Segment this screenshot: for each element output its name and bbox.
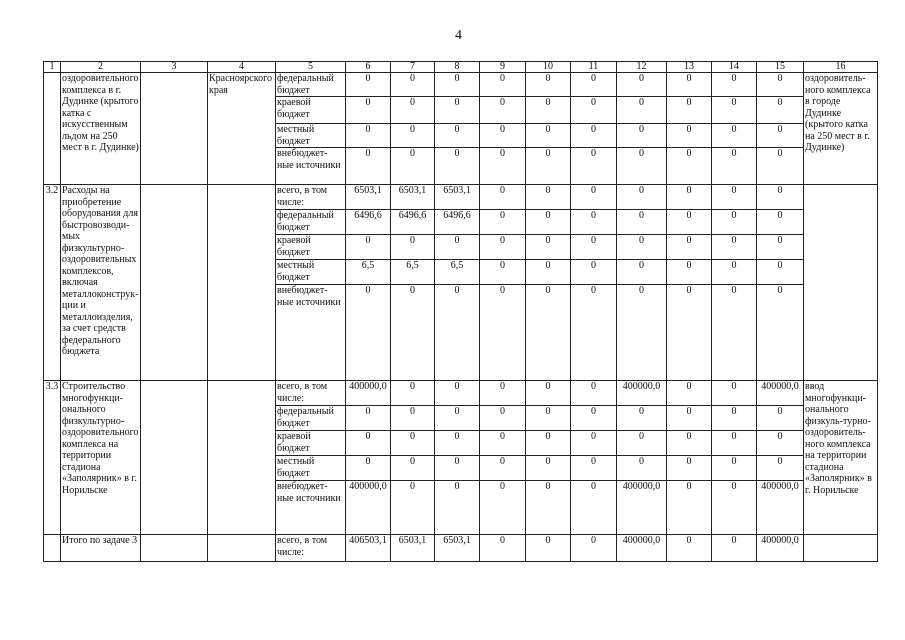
value-cell: 0: [391, 431, 435, 456]
value-cell: 6,5: [435, 260, 480, 285]
value-cell: 0: [667, 456, 712, 481]
value-cell: 0: [757, 97, 804, 124]
value-cell: 0: [435, 97, 480, 124]
header-cell: 12: [617, 62, 667, 73]
value-cell: 0: [712, 406, 757, 431]
table-row: [44, 185, 878, 210]
value-cell: 0: [712, 97, 757, 124]
value-cell: 0: [526, 97, 571, 124]
value-cell: 400000,0: [757, 381, 804, 406]
value-cell: 0: [757, 124, 804, 148]
value-cell: 0: [617, 185, 667, 210]
responsible-cell: [141, 73, 208, 185]
value-cell: 0: [526, 431, 571, 456]
value-cell: 0: [617, 456, 667, 481]
value-cell: 0: [571, 124, 617, 148]
value-cell: 6503,1: [391, 535, 435, 562]
value-cell: 0: [346, 124, 391, 148]
value-cell: 0: [571, 73, 617, 97]
header-cell: 15: [757, 62, 804, 73]
value-cell: 0: [571, 431, 617, 456]
value-cell: 0: [757, 185, 804, 210]
value-cell: 0: [712, 481, 757, 535]
value-cell: 0: [617, 235, 667, 260]
value-cell: 0: [480, 481, 526, 535]
value-cell: 0: [712, 124, 757, 148]
value-cell: 0: [346, 148, 391, 185]
value-cell: 0: [435, 148, 480, 185]
value-cell: 0: [617, 210, 667, 235]
value-cell: 6496,6: [346, 210, 391, 235]
header-cell: 7: [391, 62, 435, 73]
value-cell: 0: [712, 381, 757, 406]
value-cell: 400000,0: [346, 481, 391, 535]
value-cell: 400000,0: [617, 481, 667, 535]
value-cell: 0: [667, 535, 712, 562]
value-cell: 0: [712, 148, 757, 185]
value-cell: 0: [712, 260, 757, 285]
value-cell: 0: [391, 148, 435, 185]
header-cell: 11: [571, 62, 617, 73]
value-cell: 0: [480, 124, 526, 148]
value-cell: 0: [712, 285, 757, 381]
value-cell: 0: [346, 456, 391, 481]
page-number: 4: [455, 28, 462, 43]
value-cell: 0: [435, 235, 480, 260]
value-cell: 0: [571, 406, 617, 431]
value-cell: 0: [571, 260, 617, 285]
table-row: [44, 73, 878, 97]
budget-type-label: федеральный бюджет: [276, 210, 346, 235]
header-cell: 2: [61, 62, 141, 73]
funding-source-cell: [208, 381, 276, 535]
value-cell: 0: [667, 431, 712, 456]
funding-source-cell: [208, 185, 276, 381]
value-cell: 400000,0: [617, 381, 667, 406]
value-cell: 0: [571, 381, 617, 406]
budget-type-label: внебюджет-ные источники: [276, 481, 346, 535]
value-cell: 0: [667, 285, 712, 381]
header-cell: 6: [346, 62, 391, 73]
budget-type-label: всего, в том числе:: [276, 535, 346, 562]
value-cell: 0: [526, 185, 571, 210]
total-row: [44, 535, 878, 562]
value-cell: 0: [571, 481, 617, 535]
value-cell: 0: [391, 456, 435, 481]
value-cell: 0: [617, 148, 667, 185]
value-cell: 0: [391, 235, 435, 260]
value-cell: 0: [571, 148, 617, 185]
header-cell: 4: [208, 62, 276, 73]
value-cell: 0: [757, 73, 804, 97]
value-cell: 0: [667, 406, 712, 431]
value-cell: 0: [435, 431, 480, 456]
value-cell: 6503,1: [391, 185, 435, 210]
value-cell: 0: [617, 97, 667, 124]
measure-name: Расходы на приобретение оборудования для быстровозводи-мых физкультурно-оздоровительных комплексов, включая металлоконструк-ции и металлоизделия, за счет средств федерального бюджета: [61, 185, 141, 381]
value-cell: 0: [667, 124, 712, 148]
value-cell: 0: [757, 235, 804, 260]
value-cell: 0: [667, 148, 712, 185]
value-cell: 0: [667, 210, 712, 235]
value-cell: 0: [480, 535, 526, 562]
measure-name: Строительство многофункци-онального физкультурно-оздоровительного комплекса на территории стадиона «Заполярник» в г. Норильске: [61, 381, 141, 535]
value-cell: 0: [757, 406, 804, 431]
value-cell: 0: [391, 73, 435, 97]
value-cell: 0: [346, 285, 391, 381]
value-cell: 0: [526, 260, 571, 285]
row-number: 3.2: [44, 185, 61, 381]
value-cell: 0: [435, 381, 480, 406]
value-cell: 0: [480, 210, 526, 235]
header-cell: 16: [804, 62, 878, 73]
value-cell: 0: [667, 185, 712, 210]
result-cell: оздоровитель-ного комплекса в городе Дудинке (крытого катка на 250 мест в г. Дудинке): [804, 73, 878, 185]
header-cell: 13: [667, 62, 712, 73]
budget-type-label: внебюджет-ные источники: [276, 148, 346, 185]
value-cell: 6,5: [346, 260, 391, 285]
value-cell: 0: [480, 97, 526, 124]
value-cell: 0: [391, 97, 435, 124]
value-cell: 6503,1: [435, 185, 480, 210]
value-cell: 0: [571, 535, 617, 562]
value-cell: 0: [526, 124, 571, 148]
budget-type-label: краевой бюджет: [276, 97, 346, 124]
value-cell: 406503,1: [346, 535, 391, 562]
value-cell: 0: [667, 73, 712, 97]
value-cell: 0: [571, 285, 617, 381]
value-cell: 0: [480, 235, 526, 260]
value-cell: 0: [480, 260, 526, 285]
value-cell: 0: [480, 185, 526, 210]
value-cell: 0: [667, 381, 712, 406]
value-cell: 0: [712, 185, 757, 210]
value-cell: 0: [667, 235, 712, 260]
budget-table: [43, 61, 878, 562]
value-cell: 0: [571, 235, 617, 260]
value-cell: 0: [571, 97, 617, 124]
budget-type-label: всего, в том числе:: [276, 381, 346, 406]
budget-type-label: внебюджет-ные источники: [276, 285, 346, 381]
value-cell: 0: [391, 124, 435, 148]
value-cell: 0: [617, 73, 667, 97]
value-cell: 0: [526, 285, 571, 381]
value-cell: 0: [346, 73, 391, 97]
header-row: [44, 62, 878, 73]
value-cell: 0: [480, 285, 526, 381]
value-cell: 0: [757, 285, 804, 381]
measure-name: оздоровительного комплекса в г. Дудинке (крытого катка с искусственным льдом на 250 мест в г. Дудинке): [61, 73, 141, 185]
value-cell: 0: [526, 535, 571, 562]
value-cell: 400000,0: [757, 535, 804, 562]
budget-type-label: местный бюджет: [276, 260, 346, 285]
value-cell: 0: [346, 431, 391, 456]
value-cell: 0: [526, 235, 571, 260]
budget-type-label: всего, в том числе:: [276, 185, 346, 210]
value-cell: 0: [435, 456, 480, 481]
value-cell: 0: [667, 481, 712, 535]
value-cell: 0: [391, 406, 435, 431]
value-cell: 0: [757, 148, 804, 185]
budget-type-label: местный бюджет: [276, 124, 346, 148]
result-cell: [804, 185, 878, 381]
value-cell: 0: [391, 381, 435, 406]
value-cell: 6496,6: [391, 210, 435, 235]
value-cell: 0: [480, 381, 526, 406]
value-cell: 0: [435, 124, 480, 148]
value-cell: 0: [346, 235, 391, 260]
value-cell: 0: [526, 210, 571, 235]
result-cell: [804, 535, 878, 562]
value-cell: 0: [480, 73, 526, 97]
header-cell: 8: [435, 62, 480, 73]
value-cell: 0: [617, 431, 667, 456]
value-cell: 0: [757, 260, 804, 285]
value-cell: 0: [480, 456, 526, 481]
header-cell: 14: [712, 62, 757, 73]
budget-type-label: федеральный бюджет: [276, 406, 346, 431]
value-cell: 0: [480, 431, 526, 456]
value-cell: 400000,0: [346, 381, 391, 406]
responsible-cell: [141, 381, 208, 535]
value-cell: 0: [667, 260, 712, 285]
header-cell: 10: [526, 62, 571, 73]
value-cell: 0: [712, 235, 757, 260]
budget-type-label: местный бюджет: [276, 456, 346, 481]
result-cell: ввод многофункци-онального физкуль-турно-оздоровитель-ного комплекса на территории стадиона «Заполярник» в г. Норильске: [804, 381, 878, 535]
budget-type-label: краевой бюджет: [276, 235, 346, 260]
responsible-cell: [141, 185, 208, 381]
budget-type-label: федеральный бюджет: [276, 73, 346, 97]
funding-source-cell: [208, 535, 276, 562]
responsible-cell: [141, 535, 208, 562]
value-cell: 6,5: [391, 260, 435, 285]
value-cell: 0: [346, 97, 391, 124]
value-cell: 0: [526, 381, 571, 406]
value-cell: 0: [757, 210, 804, 235]
header-cell: 9: [480, 62, 526, 73]
value-cell: 0: [667, 97, 712, 124]
header-cell: 1: [44, 62, 61, 73]
value-cell: 0: [480, 148, 526, 185]
value-cell: 0: [435, 73, 480, 97]
value-cell: 0: [617, 406, 667, 431]
value-cell: 400000,0: [757, 481, 804, 535]
value-cell: 0: [526, 148, 571, 185]
value-cell: 0: [571, 210, 617, 235]
value-cell: 0: [391, 285, 435, 381]
value-cell: 0: [712, 456, 757, 481]
value-cell: 0: [712, 535, 757, 562]
row-number: 3.3: [44, 381, 61, 535]
value-cell: 0: [712, 73, 757, 97]
row-number: [44, 73, 61, 185]
value-cell: 0: [391, 481, 435, 535]
value-cell: 0: [526, 481, 571, 535]
value-cell: 6503,1: [435, 535, 480, 562]
value-cell: 0: [757, 431, 804, 456]
value-cell: 0: [346, 406, 391, 431]
value-cell: 0: [571, 185, 617, 210]
value-cell: 0: [435, 406, 480, 431]
value-cell: 0: [435, 285, 480, 381]
value-cell: 0: [617, 260, 667, 285]
header-cell: 3: [141, 62, 208, 73]
total-label: Итого по задаче 3: [61, 535, 141, 562]
budget-type-label: краевой бюджет: [276, 431, 346, 456]
value-cell: 0: [480, 406, 526, 431]
value-cell: 0: [571, 456, 617, 481]
header-cell: 5: [276, 62, 346, 73]
table-row: [44, 381, 878, 406]
value-cell: 6503,1: [346, 185, 391, 210]
value-cell: 400000,0: [617, 535, 667, 562]
value-cell: 0: [712, 210, 757, 235]
value-cell: 0: [757, 456, 804, 481]
value-cell: 0: [617, 285, 667, 381]
value-cell: 0: [712, 431, 757, 456]
value-cell: 0: [526, 406, 571, 431]
funding-source-cell: Красноярского края: [208, 73, 276, 185]
row-number: [44, 535, 61, 562]
value-cell: 6496,6: [435, 210, 480, 235]
value-cell: 0: [526, 73, 571, 97]
value-cell: 0: [435, 481, 480, 535]
value-cell: 0: [617, 124, 667, 148]
value-cell: 0: [526, 456, 571, 481]
